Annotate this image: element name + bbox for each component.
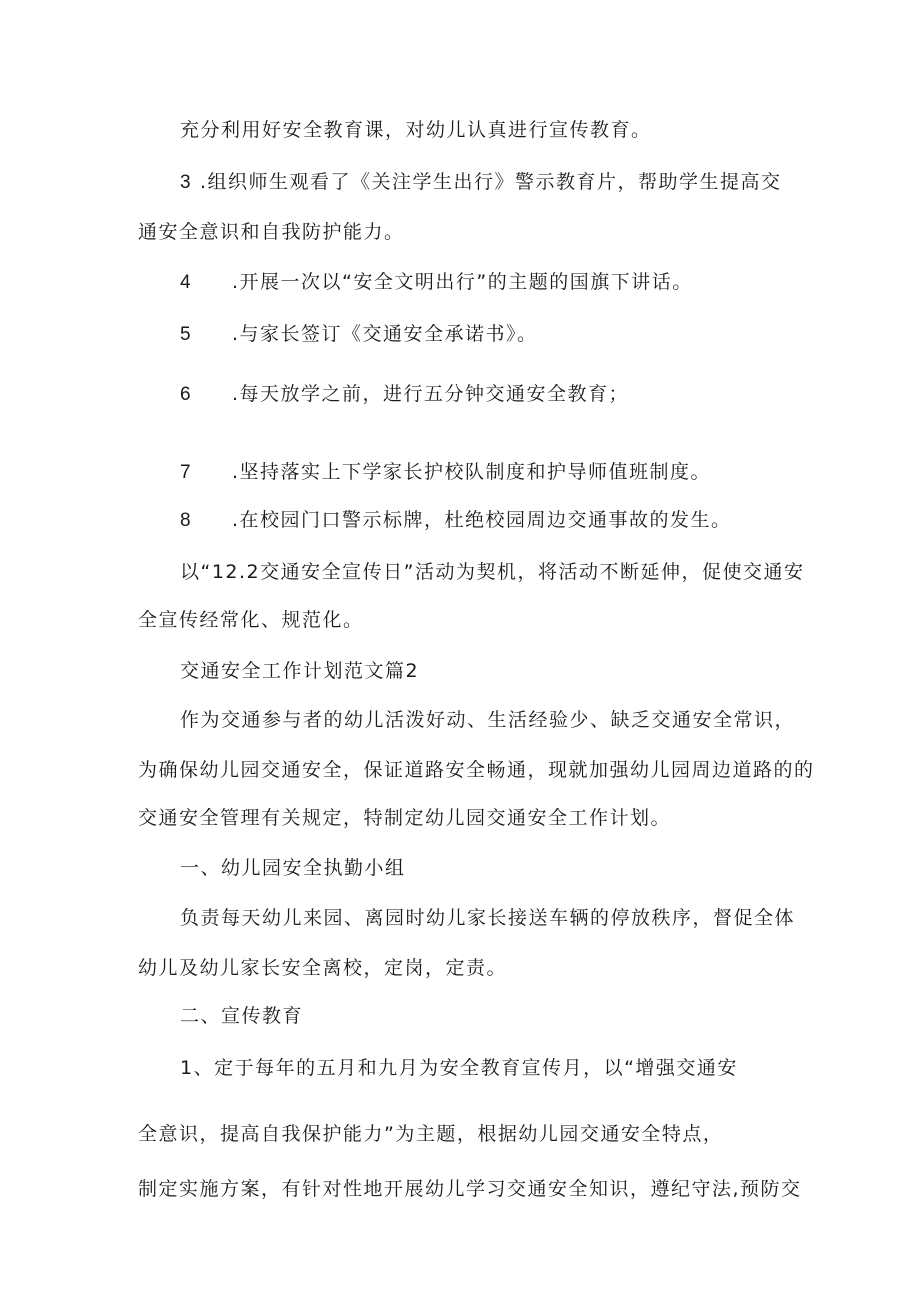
list-number: 6 xyxy=(180,384,193,405)
list-item-7: 7 .坚持落实上下学家长护校队制度和护导师值班制度。 xyxy=(180,461,712,483)
paragraph-line: 通安全意识和自我防护能力。 xyxy=(138,221,405,243)
paragraph-line: 充分利用好安全教育课，对幼儿认真进行宣传教育。 xyxy=(180,119,652,141)
section-heading: 二、宣传教育 xyxy=(180,1005,304,1027)
paragraph-line: 制定实施方案，有针对性地开展幼儿学习交通安全知识，遵纪守法,预防交 xyxy=(138,1178,802,1200)
list-item-4: 4 .开展一次以“安全文明出行”的主题的国旗下讲话。 xyxy=(180,271,693,293)
list-item-5: 5 .与家长签订《交通安全承诺书》。 xyxy=(180,323,538,345)
section-heading: 交通安全工作计划范文篇2 xyxy=(180,660,420,682)
list-number: 3 xyxy=(180,172,193,193)
list-number: 5 xyxy=(180,324,193,345)
paragraph-line: 负责每天幼儿来园、离园时幼儿家长接送车辆的停放秩序，督促全体 xyxy=(180,907,796,929)
list-number: 4 xyxy=(180,272,193,293)
paragraph-line: 交通安全管理有关规定，特制定幼儿园交通安全工作计划。 xyxy=(138,807,672,829)
paragraph-line: 全宣传经常化、规范化。 xyxy=(138,609,364,631)
paragraph-line: 1、定于每年的五月和九月为安全教育宣传月，以“增强交通安 xyxy=(180,1057,738,1079)
list-number: 7 xyxy=(180,462,193,483)
list-number: 8 xyxy=(180,510,193,531)
paragraph-line: 全意识，提高自我保护能力”为主题，根据幼儿园交通安全特点， xyxy=(138,1123,724,1145)
list-item-8: 8 .在校园门口警示标牌，杜绝校园周边交通事故的发生。 xyxy=(180,509,732,531)
paragraph-line: 为确保幼儿园交通安全，保证道路安全畅通，现就加强幼儿园周边道路的的 xyxy=(138,759,815,781)
paragraph-line: 作为交通参与者的幼儿活泼好动、生活经验少、缺乏交通安全常识， xyxy=(180,709,796,731)
list-item-6: 6 .每天放学之前，进行五分钟交通安全教育； xyxy=(180,383,630,405)
paragraph-line: 幼儿及幼儿家长安全离校，定岗，定责。 xyxy=(138,957,508,979)
paragraph-line: 以“12.2交通安全宣传日”活动为契机，将活动不断延伸，促使交通安 xyxy=(180,561,805,583)
section-heading: 一、幼儿园安全执勤小组 xyxy=(180,857,406,879)
list-item-3: 3 .组织师生观看了《关注学生出行》警示教育片，帮助学生提高交 xyxy=(180,171,782,193)
